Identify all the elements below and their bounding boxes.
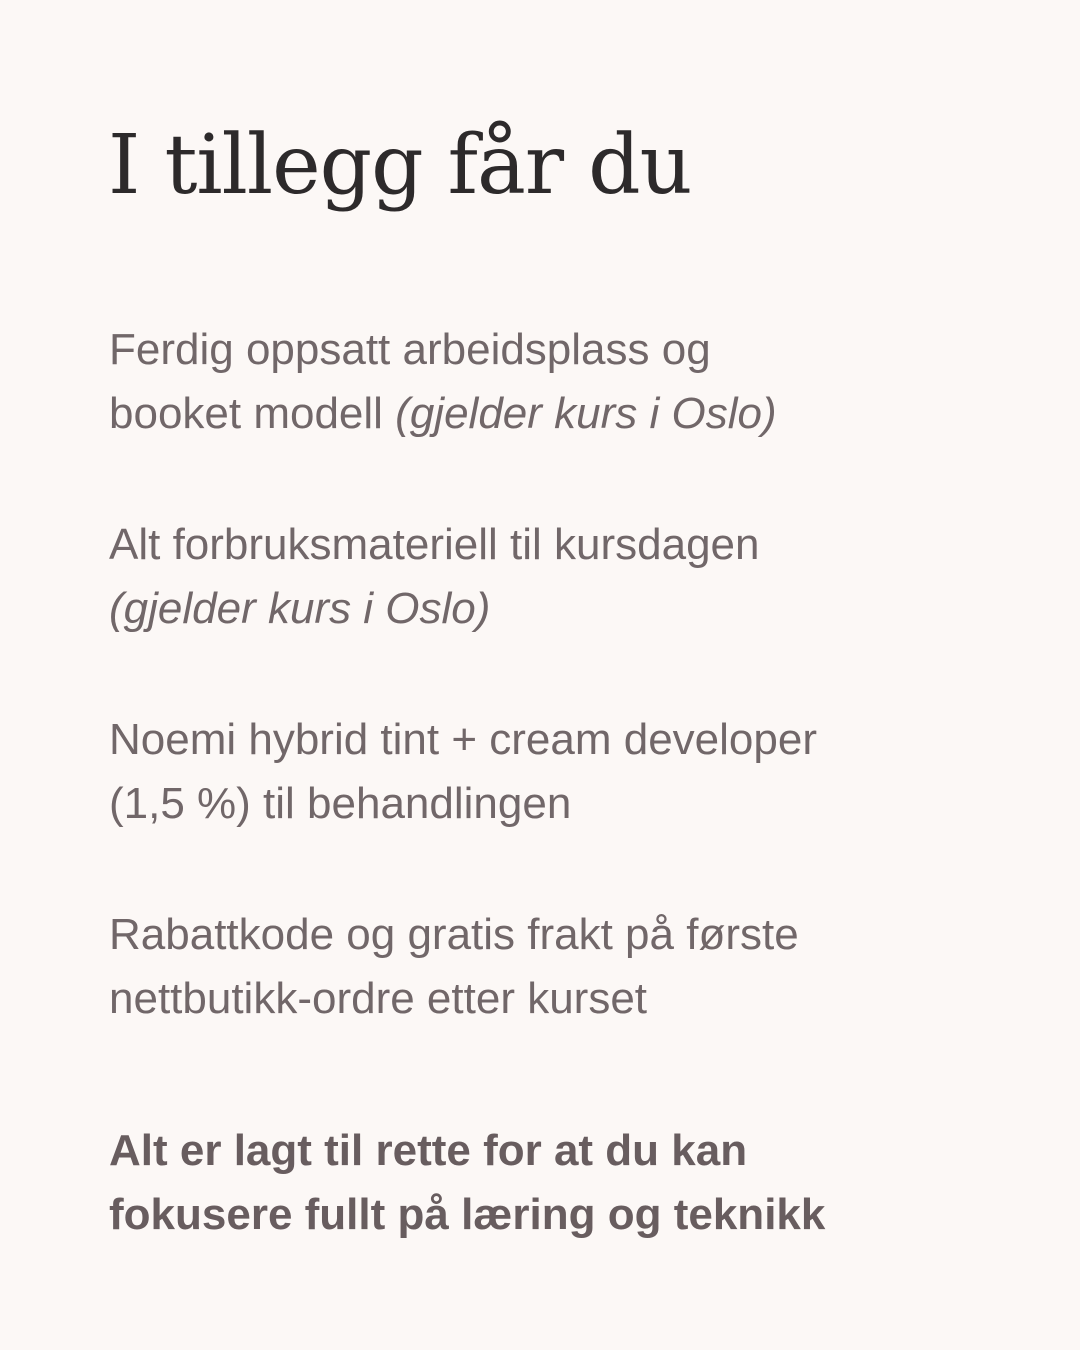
- closing-line: Alt er lagt til rette for at du kan: [109, 1126, 748, 1175]
- page-title: I tillegg får du: [108, 118, 692, 213]
- list-item: [109, 318, 777, 446]
- closing-statement: [109, 1119, 825, 1247]
- list-item: [109, 513, 759, 641]
- list-item-line: Ferdig oppsatt arbeidsplass og: [109, 325, 711, 374]
- list-item-line: nettbutikk-ordre etter kurset: [109, 974, 648, 1023]
- list-item-note: (gjelder kurs i Oslo): [395, 389, 777, 438]
- list-item-note: (gjelder kurs i Oslo): [109, 584, 491, 633]
- list-item: [109, 903, 799, 1031]
- list-item-text: booket modell: [109, 389, 396, 438]
- list-item-line: Noemi hybrid tint + cream developer: [109, 715, 817, 764]
- list-item-line: Rabattkode og gratis frakt på første: [109, 910, 799, 959]
- list-item-line: [109, 382, 777, 446]
- list-item-line: Alt forbruksmateriell til kursdagen: [109, 520, 760, 569]
- list-item: [109, 708, 817, 836]
- closing-line: fokusere fullt på læring og teknikk: [109, 1190, 826, 1239]
- list-item-line: (1,5 %) til behandlingen: [109, 779, 572, 828]
